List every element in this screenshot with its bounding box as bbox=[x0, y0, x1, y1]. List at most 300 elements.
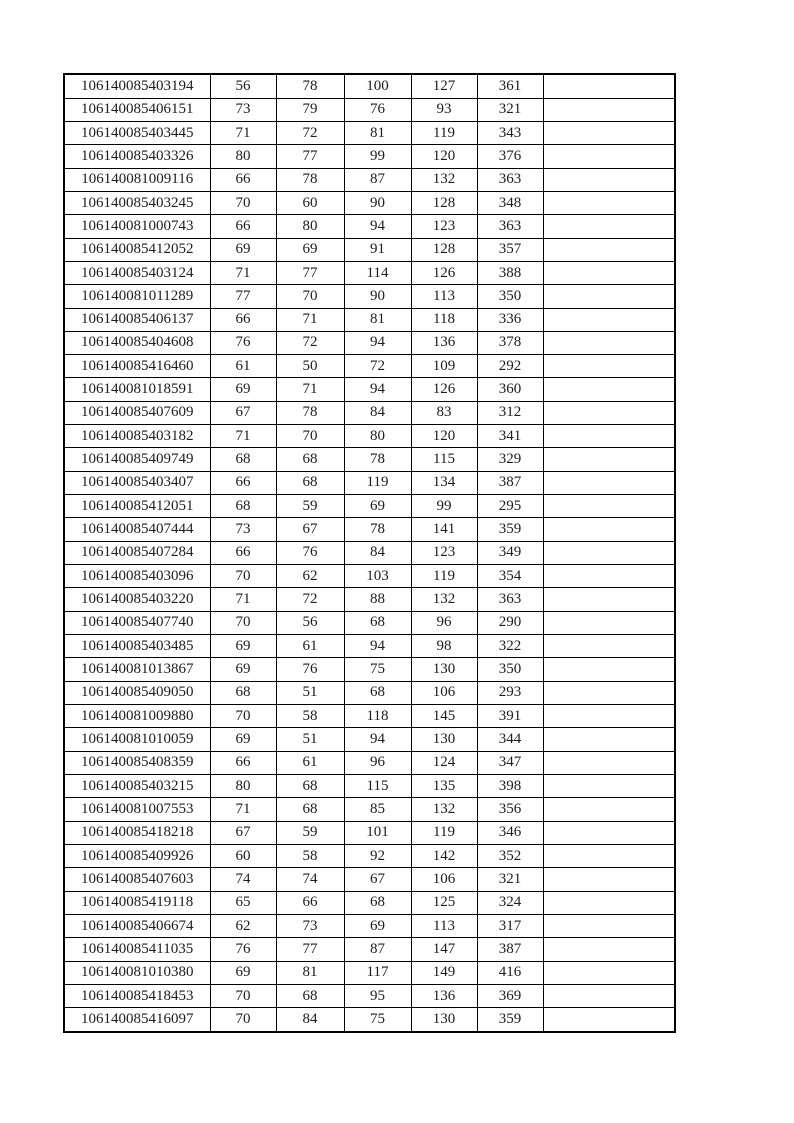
score-4-cell: 141 bbox=[411, 518, 477, 541]
score-2-cell: 59 bbox=[276, 495, 344, 518]
score-2-cell: 72 bbox=[276, 331, 344, 354]
table-row bbox=[64, 891, 675, 914]
table-row bbox=[64, 728, 675, 751]
score-2-cell: 70 bbox=[276, 285, 344, 308]
total-score-cell: 329 bbox=[477, 448, 543, 471]
scores-table bbox=[63, 73, 676, 1033]
total-score-cell: 359 bbox=[477, 518, 543, 541]
student-id-cell: 106140085403215 bbox=[64, 775, 210, 798]
total-score-cell: 347 bbox=[477, 751, 543, 774]
empty-cell bbox=[543, 588, 675, 611]
table-row bbox=[64, 331, 675, 354]
total-score-cell: 387 bbox=[477, 938, 543, 961]
score-1-cell: 77 bbox=[210, 285, 276, 308]
score-2-cell: 62 bbox=[276, 565, 344, 588]
score-1-cell: 70 bbox=[210, 611, 276, 634]
empty-cell bbox=[543, 1008, 675, 1032]
student-id-cell: 106140085418453 bbox=[64, 985, 210, 1008]
empty-cell bbox=[543, 145, 675, 168]
score-1-cell: 66 bbox=[210, 541, 276, 564]
score-4-cell: 99 bbox=[411, 495, 477, 518]
student-id-cell: 106140085419118 bbox=[64, 891, 210, 914]
score-4-cell: 124 bbox=[411, 751, 477, 774]
score-2-cell: 71 bbox=[276, 378, 344, 401]
total-score-cell: 348 bbox=[477, 191, 543, 214]
total-score-cell: 349 bbox=[477, 541, 543, 564]
table-row bbox=[64, 658, 675, 681]
score-3-cell: 94 bbox=[344, 728, 411, 751]
score-2-cell: 81 bbox=[276, 961, 344, 984]
score-2-cell: 68 bbox=[276, 775, 344, 798]
student-id-cell: 106140085411035 bbox=[64, 938, 210, 961]
empty-cell bbox=[543, 611, 675, 634]
score-1-cell: 56 bbox=[210, 74, 276, 98]
score-1-cell: 70 bbox=[210, 191, 276, 214]
empty-cell bbox=[543, 821, 675, 844]
score-3-cell: 75 bbox=[344, 1008, 411, 1032]
table-row bbox=[64, 261, 675, 284]
student-id-cell: 106140081018591 bbox=[64, 378, 210, 401]
table-row bbox=[64, 425, 675, 448]
total-score-cell: 354 bbox=[477, 565, 543, 588]
empty-cell bbox=[543, 961, 675, 984]
table-row bbox=[64, 985, 675, 1008]
score-3-cell: 78 bbox=[344, 448, 411, 471]
empty-cell bbox=[543, 798, 675, 821]
score-3-cell: 68 bbox=[344, 611, 411, 634]
table-row bbox=[64, 285, 675, 308]
score-4-cell: 83 bbox=[411, 401, 477, 424]
score-4-cell: 128 bbox=[411, 191, 477, 214]
score-3-cell: 81 bbox=[344, 121, 411, 144]
empty-cell bbox=[543, 495, 675, 518]
score-3-cell: 68 bbox=[344, 681, 411, 704]
total-score-cell: 388 bbox=[477, 261, 543, 284]
score-3-cell: 118 bbox=[344, 705, 411, 728]
score-2-cell: 50 bbox=[276, 355, 344, 378]
student-id-cell: 106140081013867 bbox=[64, 658, 210, 681]
score-2-cell: 70 bbox=[276, 425, 344, 448]
score-2-cell: 77 bbox=[276, 261, 344, 284]
score-1-cell: 69 bbox=[210, 635, 276, 658]
table-row bbox=[64, 191, 675, 214]
table-row bbox=[64, 168, 675, 191]
total-score-cell: 350 bbox=[477, 658, 543, 681]
score-2-cell: 58 bbox=[276, 845, 344, 868]
score-3-cell: 91 bbox=[344, 238, 411, 261]
score-2-cell: 84 bbox=[276, 1008, 344, 1032]
empty-cell bbox=[543, 471, 675, 494]
total-score-cell: 378 bbox=[477, 331, 543, 354]
table-row bbox=[64, 215, 675, 238]
score-1-cell: 70 bbox=[210, 705, 276, 728]
empty-cell bbox=[543, 775, 675, 798]
score-4-cell: 98 bbox=[411, 635, 477, 658]
total-score-cell: 322 bbox=[477, 635, 543, 658]
score-1-cell: 80 bbox=[210, 775, 276, 798]
total-score-cell: 346 bbox=[477, 821, 543, 844]
score-3-cell: 90 bbox=[344, 191, 411, 214]
table-row bbox=[64, 868, 675, 891]
score-1-cell: 66 bbox=[210, 168, 276, 191]
empty-cell bbox=[543, 425, 675, 448]
table-row bbox=[64, 121, 675, 144]
empty-cell bbox=[543, 705, 675, 728]
student-id-cell: 106140081007553 bbox=[64, 798, 210, 821]
score-4-cell: 115 bbox=[411, 448, 477, 471]
score-2-cell: 60 bbox=[276, 191, 344, 214]
score-4-cell: 120 bbox=[411, 145, 477, 168]
student-id-cell: 106140085408359 bbox=[64, 751, 210, 774]
student-id-cell: 106140085407284 bbox=[64, 541, 210, 564]
empty-cell bbox=[543, 285, 675, 308]
score-4-cell: 123 bbox=[411, 541, 477, 564]
score-3-cell: 68 bbox=[344, 891, 411, 914]
student-id-cell: 106140081010380 bbox=[64, 961, 210, 984]
table-row bbox=[64, 821, 675, 844]
total-score-cell: 343 bbox=[477, 121, 543, 144]
total-score-cell: 387 bbox=[477, 471, 543, 494]
table-row bbox=[64, 308, 675, 331]
score-1-cell: 69 bbox=[210, 658, 276, 681]
score-2-cell: 59 bbox=[276, 821, 344, 844]
score-1-cell: 66 bbox=[210, 751, 276, 774]
student-id-cell: 106140085409926 bbox=[64, 845, 210, 868]
student-id-cell: 106140081011289 bbox=[64, 285, 210, 308]
total-score-cell: 312 bbox=[477, 401, 543, 424]
empty-cell bbox=[543, 518, 675, 541]
score-4-cell: 119 bbox=[411, 121, 477, 144]
table-row bbox=[64, 378, 675, 401]
table-row bbox=[64, 495, 675, 518]
student-id-cell: 106140085403485 bbox=[64, 635, 210, 658]
score-1-cell: 67 bbox=[210, 401, 276, 424]
score-1-cell: 68 bbox=[210, 448, 276, 471]
score-1-cell: 60 bbox=[210, 845, 276, 868]
score-2-cell: 61 bbox=[276, 635, 344, 658]
score-2-cell: 66 bbox=[276, 891, 344, 914]
score-2-cell: 72 bbox=[276, 588, 344, 611]
score-3-cell: 87 bbox=[344, 938, 411, 961]
empty-cell bbox=[543, 215, 675, 238]
score-3-cell: 75 bbox=[344, 658, 411, 681]
score-4-cell: 127 bbox=[411, 74, 477, 98]
score-1-cell: 71 bbox=[210, 588, 276, 611]
score-2-cell: 67 bbox=[276, 518, 344, 541]
student-id-cell: 106140085406137 bbox=[64, 308, 210, 331]
student-id-cell: 106140085403245 bbox=[64, 191, 210, 214]
table-row bbox=[64, 775, 675, 798]
score-4-cell: 132 bbox=[411, 168, 477, 191]
score-1-cell: 71 bbox=[210, 261, 276, 284]
score-4-cell: 149 bbox=[411, 961, 477, 984]
score-2-cell: 51 bbox=[276, 681, 344, 704]
student-id-cell: 106140085403182 bbox=[64, 425, 210, 448]
score-4-cell: 120 bbox=[411, 425, 477, 448]
student-id-cell: 106140085412051 bbox=[64, 495, 210, 518]
table-row bbox=[64, 915, 675, 938]
table-row bbox=[64, 355, 675, 378]
score-1-cell: 66 bbox=[210, 215, 276, 238]
score-3-cell: 114 bbox=[344, 261, 411, 284]
score-3-cell: 94 bbox=[344, 635, 411, 658]
student-id-cell: 106140085407603 bbox=[64, 868, 210, 891]
student-id-cell: 106140085412052 bbox=[64, 238, 210, 261]
score-1-cell: 80 bbox=[210, 145, 276, 168]
student-id-cell: 106140085403096 bbox=[64, 565, 210, 588]
table-row bbox=[64, 681, 675, 704]
table-row bbox=[64, 541, 675, 564]
score-4-cell: 128 bbox=[411, 238, 477, 261]
score-2-cell: 78 bbox=[276, 74, 344, 98]
empty-cell bbox=[543, 121, 675, 144]
table-row bbox=[64, 845, 675, 868]
score-4-cell: 126 bbox=[411, 378, 477, 401]
score-1-cell: 66 bbox=[210, 308, 276, 331]
score-3-cell: 85 bbox=[344, 798, 411, 821]
score-1-cell: 65 bbox=[210, 891, 276, 914]
student-id-cell: 106140085403220 bbox=[64, 588, 210, 611]
student-id-cell: 106140081009880 bbox=[64, 705, 210, 728]
score-2-cell: 71 bbox=[276, 308, 344, 331]
score-4-cell: 96 bbox=[411, 611, 477, 634]
score-1-cell: 71 bbox=[210, 798, 276, 821]
score-4-cell: 113 bbox=[411, 285, 477, 308]
score-4-cell: 145 bbox=[411, 705, 477, 728]
total-score-cell: 363 bbox=[477, 215, 543, 238]
total-score-cell: 317 bbox=[477, 915, 543, 938]
score-1-cell: 69 bbox=[210, 238, 276, 261]
score-2-cell: 68 bbox=[276, 448, 344, 471]
empty-cell bbox=[543, 448, 675, 471]
total-score-cell: 292 bbox=[477, 355, 543, 378]
score-4-cell: 136 bbox=[411, 985, 477, 1008]
student-id-cell: 106140085416460 bbox=[64, 355, 210, 378]
table-row bbox=[64, 448, 675, 471]
score-2-cell: 73 bbox=[276, 915, 344, 938]
table-row bbox=[64, 98, 675, 121]
score-1-cell: 71 bbox=[210, 121, 276, 144]
score-2-cell: 78 bbox=[276, 168, 344, 191]
total-score-cell: 360 bbox=[477, 378, 543, 401]
score-3-cell: 80 bbox=[344, 425, 411, 448]
empty-cell bbox=[543, 681, 675, 704]
total-score-cell: 321 bbox=[477, 868, 543, 891]
score-2-cell: 76 bbox=[276, 658, 344, 681]
empty-cell bbox=[543, 541, 675, 564]
empty-cell bbox=[543, 635, 675, 658]
score-3-cell: 94 bbox=[344, 378, 411, 401]
score-3-cell: 72 bbox=[344, 355, 411, 378]
empty-cell bbox=[543, 191, 675, 214]
table-row bbox=[64, 565, 675, 588]
empty-cell bbox=[543, 728, 675, 751]
empty-cell bbox=[543, 378, 675, 401]
empty-cell bbox=[543, 355, 675, 378]
total-score-cell: 344 bbox=[477, 728, 543, 751]
score-1-cell: 66 bbox=[210, 471, 276, 494]
student-id-cell: 106140085409749 bbox=[64, 448, 210, 471]
empty-cell bbox=[543, 845, 675, 868]
total-score-cell: 341 bbox=[477, 425, 543, 448]
score-4-cell: 119 bbox=[411, 565, 477, 588]
score-3-cell: 96 bbox=[344, 751, 411, 774]
score-4-cell: 136 bbox=[411, 331, 477, 354]
score-2-cell: 79 bbox=[276, 98, 344, 121]
table-row bbox=[64, 961, 675, 984]
score-3-cell: 101 bbox=[344, 821, 411, 844]
score-2-cell: 56 bbox=[276, 611, 344, 634]
score-4-cell: 125 bbox=[411, 891, 477, 914]
score-3-cell: 99 bbox=[344, 145, 411, 168]
total-score-cell: 336 bbox=[477, 308, 543, 331]
empty-cell bbox=[543, 261, 675, 284]
score-3-cell: 117 bbox=[344, 961, 411, 984]
score-4-cell: 147 bbox=[411, 938, 477, 961]
student-id-cell: 106140085407609 bbox=[64, 401, 210, 424]
table-row bbox=[64, 471, 675, 494]
score-3-cell: 90 bbox=[344, 285, 411, 308]
table-row bbox=[64, 635, 675, 658]
empty-cell bbox=[543, 238, 675, 261]
score-4-cell: 134 bbox=[411, 471, 477, 494]
table-row bbox=[64, 518, 675, 541]
table-row bbox=[64, 145, 675, 168]
total-score-cell: 290 bbox=[477, 611, 543, 634]
score-3-cell: 69 bbox=[344, 495, 411, 518]
total-score-cell: 295 bbox=[477, 495, 543, 518]
score-1-cell: 73 bbox=[210, 518, 276, 541]
score-1-cell: 68 bbox=[210, 681, 276, 704]
score-2-cell: 51 bbox=[276, 728, 344, 751]
score-2-cell: 74 bbox=[276, 868, 344, 891]
student-id-cell: 106140085403326 bbox=[64, 145, 210, 168]
score-1-cell: 76 bbox=[210, 331, 276, 354]
score-4-cell: 118 bbox=[411, 308, 477, 331]
empty-cell bbox=[543, 751, 675, 774]
student-id-cell: 106140085406151 bbox=[64, 98, 210, 121]
empty-cell bbox=[543, 331, 675, 354]
table-row bbox=[64, 74, 675, 98]
score-1-cell: 70 bbox=[210, 1008, 276, 1032]
score-4-cell: 109 bbox=[411, 355, 477, 378]
empty-cell bbox=[543, 891, 675, 914]
total-score-cell: 350 bbox=[477, 285, 543, 308]
score-2-cell: 68 bbox=[276, 798, 344, 821]
student-id-cell: 106140085407740 bbox=[64, 611, 210, 634]
score-4-cell: 123 bbox=[411, 215, 477, 238]
score-3-cell: 92 bbox=[344, 845, 411, 868]
student-id-cell: 106140081000743 bbox=[64, 215, 210, 238]
table-row bbox=[64, 798, 675, 821]
student-id-cell: 106140085409050 bbox=[64, 681, 210, 704]
score-3-cell: 94 bbox=[344, 215, 411, 238]
score-3-cell: 69 bbox=[344, 915, 411, 938]
total-score-cell: 391 bbox=[477, 705, 543, 728]
score-2-cell: 76 bbox=[276, 541, 344, 564]
empty-cell bbox=[543, 565, 675, 588]
table-row bbox=[64, 238, 675, 261]
score-4-cell: 93 bbox=[411, 98, 477, 121]
total-score-cell: 363 bbox=[477, 588, 543, 611]
score-1-cell: 73 bbox=[210, 98, 276, 121]
table-row bbox=[64, 1008, 675, 1032]
empty-cell bbox=[543, 658, 675, 681]
score-2-cell: 78 bbox=[276, 401, 344, 424]
student-id-cell: 106140085418218 bbox=[64, 821, 210, 844]
score-2-cell: 68 bbox=[276, 985, 344, 1008]
total-score-cell: 416 bbox=[477, 961, 543, 984]
score-4-cell: 126 bbox=[411, 261, 477, 284]
score-3-cell: 103 bbox=[344, 565, 411, 588]
total-score-cell: 321 bbox=[477, 98, 543, 121]
score-1-cell: 70 bbox=[210, 565, 276, 588]
table-row bbox=[64, 938, 675, 961]
score-2-cell: 77 bbox=[276, 145, 344, 168]
score-3-cell: 84 bbox=[344, 541, 411, 564]
score-1-cell: 62 bbox=[210, 915, 276, 938]
student-id-cell: 106140085416097 bbox=[64, 1008, 210, 1032]
score-4-cell: 135 bbox=[411, 775, 477, 798]
student-id-cell: 106140085403445 bbox=[64, 121, 210, 144]
empty-cell bbox=[543, 74, 675, 98]
empty-cell bbox=[543, 868, 675, 891]
empty-cell bbox=[543, 308, 675, 331]
score-1-cell: 69 bbox=[210, 378, 276, 401]
empty-cell bbox=[543, 98, 675, 121]
score-3-cell: 95 bbox=[344, 985, 411, 1008]
total-score-cell: 359 bbox=[477, 1008, 543, 1032]
score-3-cell: 94 bbox=[344, 331, 411, 354]
score-1-cell: 76 bbox=[210, 938, 276, 961]
score-3-cell: 87 bbox=[344, 168, 411, 191]
total-score-cell: 352 bbox=[477, 845, 543, 868]
empty-cell bbox=[543, 985, 675, 1008]
empty-cell bbox=[543, 401, 675, 424]
score-2-cell: 69 bbox=[276, 238, 344, 261]
score-4-cell: 132 bbox=[411, 798, 477, 821]
score-4-cell: 119 bbox=[411, 821, 477, 844]
score-4-cell: 132 bbox=[411, 588, 477, 611]
score-3-cell: 119 bbox=[344, 471, 411, 494]
table-row bbox=[64, 401, 675, 424]
empty-cell bbox=[543, 168, 675, 191]
student-id-cell: 106140081010059 bbox=[64, 728, 210, 751]
total-score-cell: 363 bbox=[477, 168, 543, 191]
table-row bbox=[64, 588, 675, 611]
score-4-cell: 142 bbox=[411, 845, 477, 868]
score-4-cell: 130 bbox=[411, 658, 477, 681]
score-3-cell: 115 bbox=[344, 775, 411, 798]
empty-cell bbox=[543, 938, 675, 961]
score-1-cell: 67 bbox=[210, 821, 276, 844]
score-2-cell: 77 bbox=[276, 938, 344, 961]
total-score-cell: 376 bbox=[477, 145, 543, 168]
empty-cell bbox=[543, 915, 675, 938]
score-3-cell: 81 bbox=[344, 308, 411, 331]
student-id-cell: 106140085404608 bbox=[64, 331, 210, 354]
total-score-cell: 293 bbox=[477, 681, 543, 704]
table-row bbox=[64, 705, 675, 728]
score-1-cell: 69 bbox=[210, 728, 276, 751]
score-3-cell: 76 bbox=[344, 98, 411, 121]
student-id-cell: 106140085403407 bbox=[64, 471, 210, 494]
score-1-cell: 61 bbox=[210, 355, 276, 378]
score-3-cell: 78 bbox=[344, 518, 411, 541]
student-id-cell: 106140085403194 bbox=[64, 74, 210, 98]
table-row bbox=[64, 751, 675, 774]
total-score-cell: 369 bbox=[477, 985, 543, 1008]
